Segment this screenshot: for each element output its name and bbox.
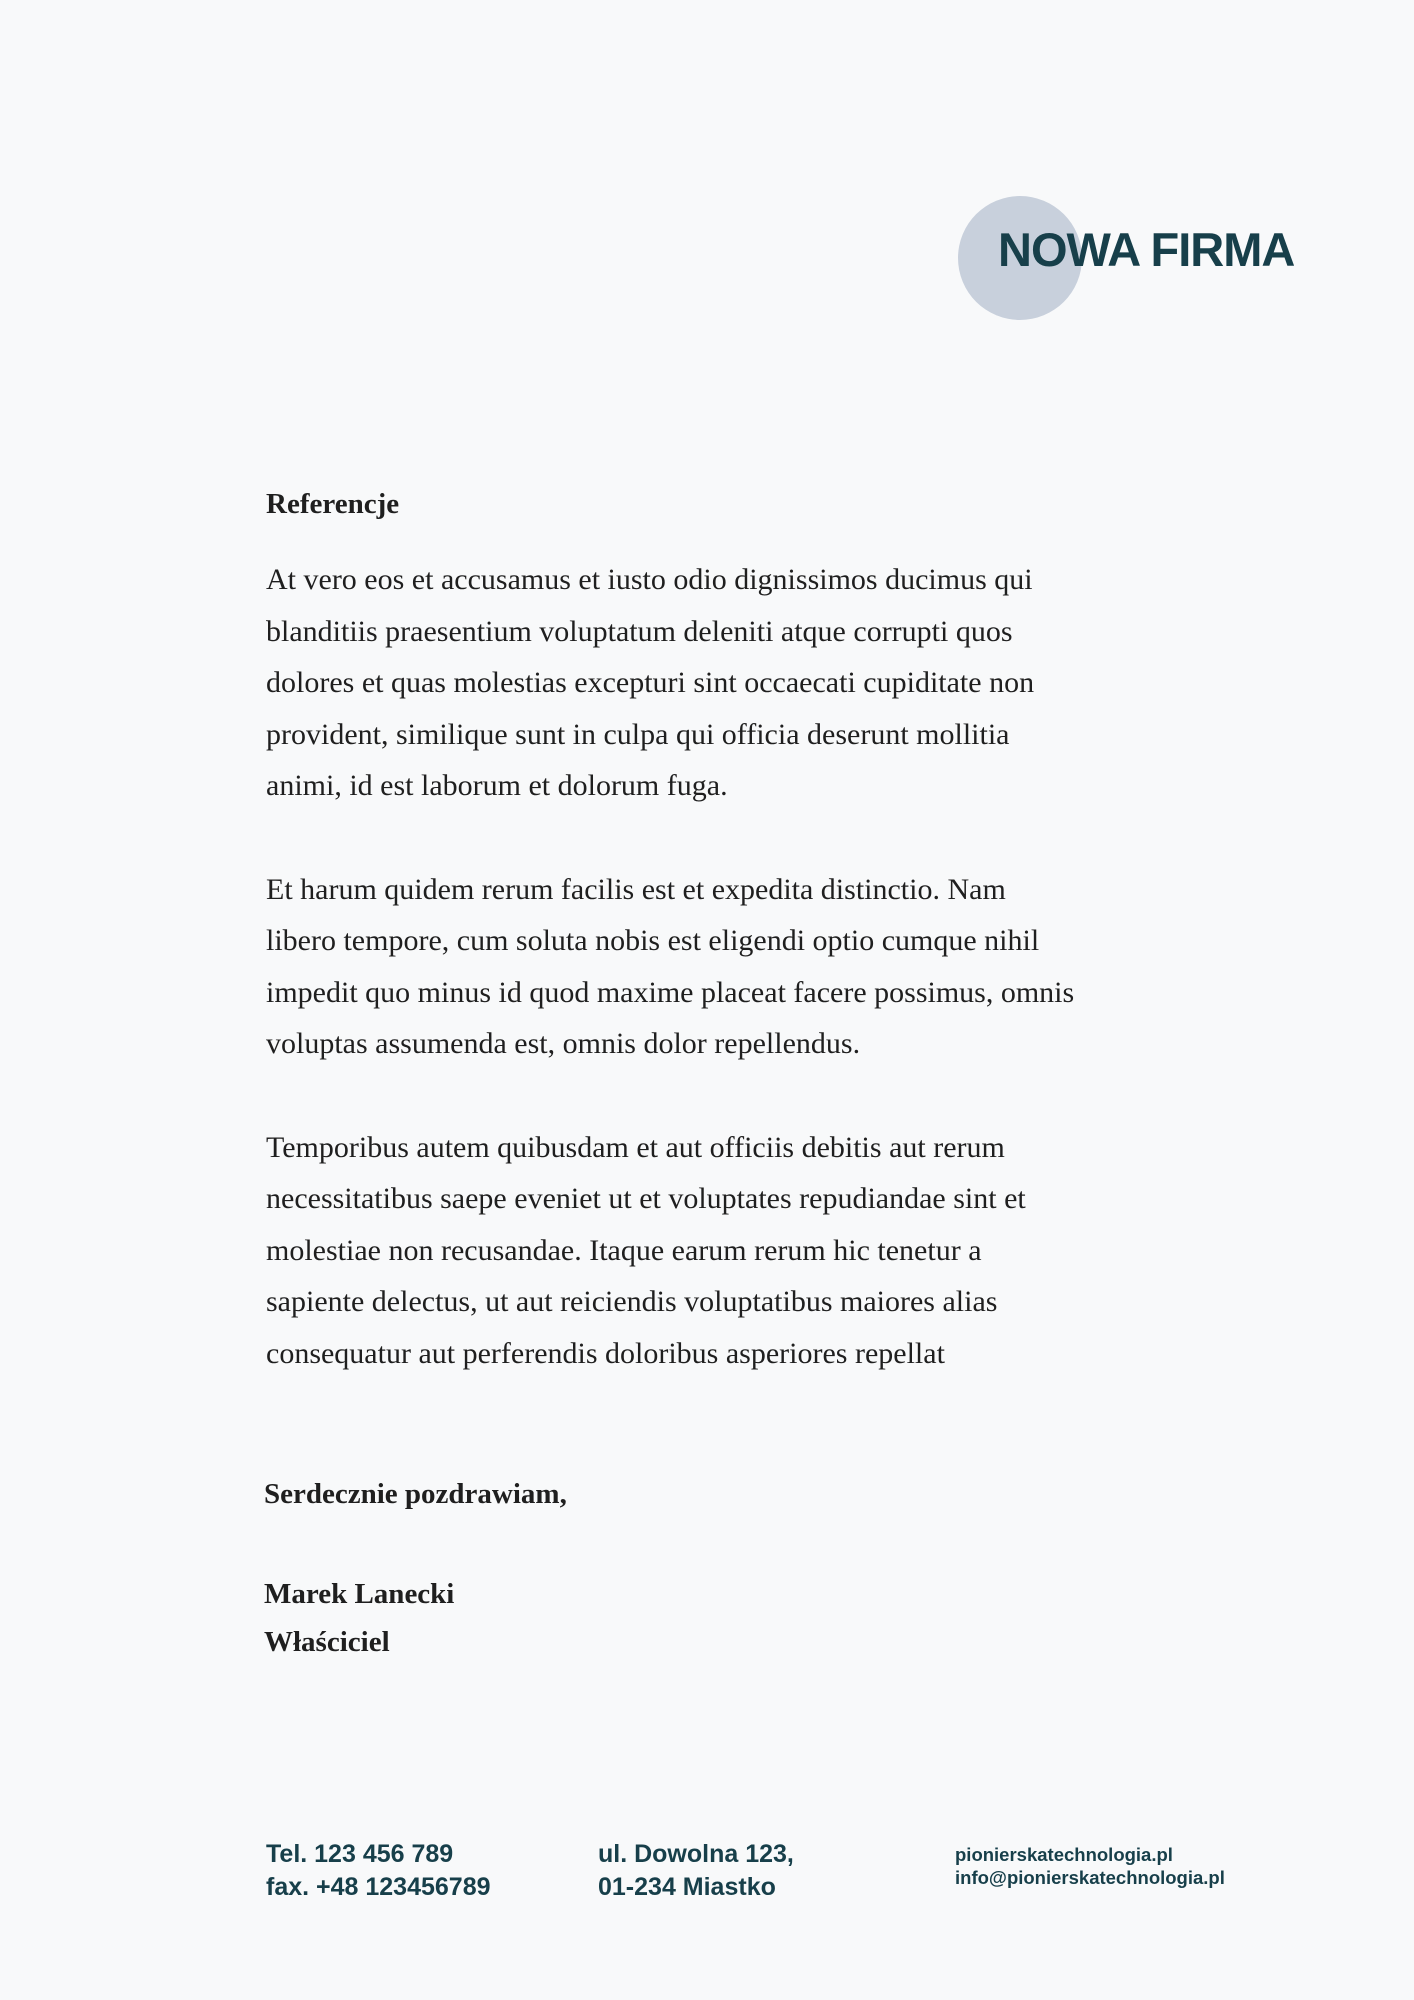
logo-text: NOWA FIRMA: [998, 223, 1295, 276]
website-link[interactable]: pionierskatechnologia.pl: [955, 1844, 1173, 1865]
email-link[interactable]: info@pionierskatechnologia.pl: [955, 1867, 1225, 1888]
signer-name: Marek Lanecki: [264, 1578, 455, 1610]
footer-online: [955, 1843, 1225, 1889]
phone-number: Tel. 123 456 789: [266, 1840, 454, 1868]
fax-number: fax. +48 123456789: [266, 1873, 491, 1901]
letter-closing: Serdecznie pozdrawiam,: [264, 1478, 567, 1510]
letter-paragraph: Et harum quidem rerum facilis est et expedita distinctio. Nam libero tempore, cum soluta nobis est eligendi optio cumque nihil impedit quo minus id quod maxime placeat facere possimus, omnis voluptas assumenda est, omnis dolor repellendus.: [266, 872, 1075, 1060]
letter-subject: Referencje: [266, 488, 400, 520]
letter-paragraph: At vero eos et accusamus et iusto odio dignissimos ducimus qui blanditiis praesentium voluptatum deleniti atque corrupti quos dolores et quas molestias excepturi sint occaecati cupiditate non provident, similique sunt in culpa qui officia deserunt mollitia animi, id est laborum et dolorum fuga.: [266, 563, 1035, 802]
address-street: ul. Dowolna 123,: [598, 1840, 794, 1868]
address-city: 01-234 Miastko: [598, 1873, 776, 1901]
signer-title: Właściciel: [264, 1626, 390, 1658]
letter-body: [266, 484, 1266, 1431]
footer-address: [598, 1838, 794, 1904]
footer-contact-phone: [266, 1838, 491, 1904]
letter-paragraph: Temporibus autem quibusdam et aut officiis debitis aut rerum necessitatibus saepe eveniet ut et voluptates repudiandae sint et molestiae non recusandae. Itaque earum rerum hic tenetur a sapiente delectus, ut aut reiciendis voluptatibus maiores alias consequatur aut perferendis doloribus asperiores repellat: [266, 1130, 1026, 1370]
signature-block: [264, 1570, 454, 1666]
company-logo: [958, 196, 1298, 322]
